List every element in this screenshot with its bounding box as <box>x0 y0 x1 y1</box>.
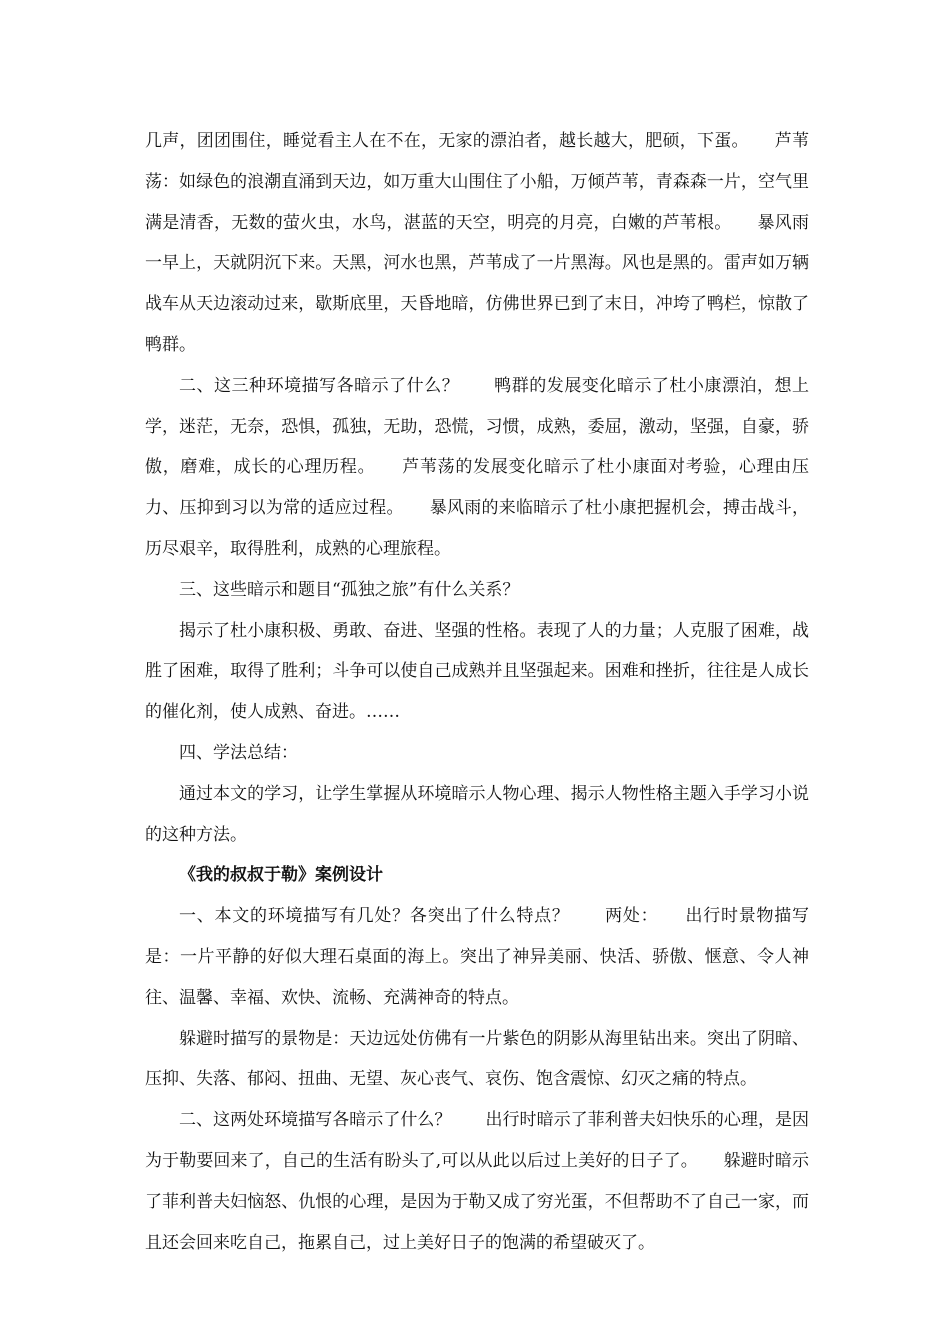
paragraph-method-summary: 通过本文的学习，让学生掌握从环境暗示人物心理、揭示人物性格主题入手学习小说的这种方法。 <box>145 783 809 845</box>
paragraph-environment-description: 几声，团团围住，睡觉看主人在不在，无家的漂泊者，越长越大，肥硕，下蛋。 芦苇荡：如绿色的浪潮直涌到天边，如万重大山围住了小船，万倾芦苇，青森森一片，空气里满是清香，无数的萤火虫，水鸟，湛蓝的天空，明亮的月亮，白嫩的芦苇根。 暴风雨一早上，天就阴沉下来。天黑，河水也黑，芦苇成了一片黑海。风也是黑的。雷声如万辆战车从天边滚动过来，歇斯底里，天昏地暗，仿佛世界已到了末日，冲垮了鸭栏，惊散了鸭群。 <box>145 131 809 355</box>
document-body <box>145 121 809 1263</box>
paragraph-answer-three: 揭示了杜小康积极、勇敢、奋进、坚强的性格。表现了人的力量；人克服了困难，战胜了困难，取得了胜利；斗争可以使自己成熟并且坚强起来。困难和挫折，往往是人成长的催化剂，使人成熟、奋进。…… <box>145 620 809 723</box>
paragraph-case-question-one: 一、本文的环境描写有几处？各突出了什么特点？ 两处： 出行时景物描写是：一片平静的好似大理石桌面的海上。突出了神异美丽、快活、骄傲、惬意、令人神往、温馨、幸福、欢快、流畅、充满神奇的特点。 <box>145 906 809 1008</box>
paragraph-question-two: 二、这三种环境描写各暗示了什么？ 鸭群的发展变化暗示了杜小康漂泊，想上学，迷茫，无奈，恐惧，孤独，无助，恐慌，习惯，成熟，委屈，激动，坚强，自豪，骄傲，磨难，成长的心理历程。 芦苇荡的发展变化暗示了杜小康面对考验，心理由压力、压抑到习以为常的适应过程。 暴风雨的来临暗示了杜小康把握机会，搏击战斗，历尽艰辛，取得胜利，成熟的心理旅程。 <box>145 375 809 559</box>
section-heading: 《我的叔叔于勒》案例设计 <box>179 865 383 886</box>
paragraph-hiding-scene: 躲避时描写的景物是：天边远处仿佛有一片紫色的阴影从海里钻出来。突出了阴暗、压抑、失落、郁闷、扭曲、无望、灰心丧气、哀伤、饱含震惊、幻灭之痛的特点。 <box>145 1028 809 1090</box>
paragraph-case-question-two: 二、这两处环境描写各暗示了什么？ 出行时暗示了菲利普夫妇快乐的心理，是因为于勒要回来了，自己的生活有盼头了,可以从此以后过上美好的日子了。 躲避时暗示了菲利普夫妇恼怒、仇恨的心理，是因为于勒又成了穷光蛋，不但帮助不了自己一家，而且还会回来吃自己，拖累自己，过上美好日子的饱满的希望破灭了。 <box>145 1110 809 1253</box>
paragraph-question-four: 四、学法总结： <box>179 742 298 763</box>
paragraph-question-three: 三、这些暗示和题目“孤独之旅”有什么关系？ <box>179 579 520 600</box>
